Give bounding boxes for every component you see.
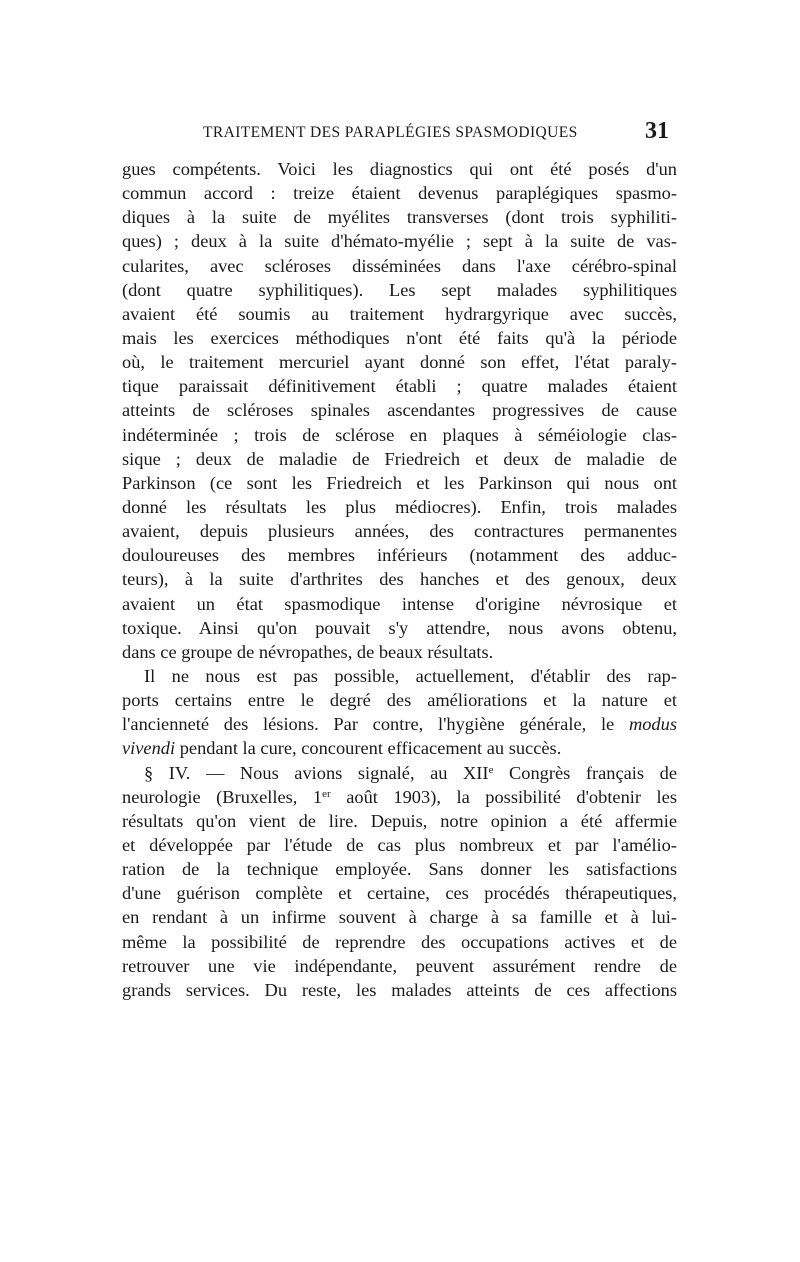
- text-line: d'une guérison complète et certaine, ces procédés thérapeutiques,: [122, 883, 677, 904]
- text-line: [122, 761, 677, 785]
- text-line: résultats qu'on vient de lire. Depuis, notre opinion a été affermie: [122, 810, 677, 831]
- text-line: cularites, avec scléroses disséminées dans l'axe cérébro-spinal: [122, 255, 677, 276]
- text-fragment: neurologie (Bruxelles, 1: [122, 786, 323, 807]
- text-line: Parkinson (ce sont les Friedreich et les Parkinson qui nous ont: [122, 472, 677, 493]
- text-line: ration de la technique employée. Sans donner les satisfactions: [122, 859, 677, 880]
- superscript: e: [488, 763, 494, 776]
- text-line: ques) ; deux à la suite d'hémato-myélie ; sept à la suite de vas-: [122, 231, 677, 252]
- italic-term: vivendi: [122, 738, 176, 759]
- text-line: (dont quatre syphilitiques). Les sept malades syphilitiques: [122, 279, 677, 300]
- text-line: avaient un état spasmodique intense d'origine névrosique et: [122, 593, 677, 614]
- text-line: avaient, depuis plusieurs années, des contractures permanentes: [122, 521, 677, 542]
- text-line: donné les résultats les plus médiocres). Enfin, trois malades: [122, 496, 677, 517]
- text-fragment: pendant la cure, concourent efficacement au succès.: [179, 738, 562, 759]
- text-line: gues compétents. Voici les diagnostics qui ont été posés d'un: [122, 159, 677, 179]
- text-line: [122, 736, 677, 760]
- running-head: [195, 118, 675, 148]
- page-number: 31: [645, 118, 669, 144]
- text-line: tique paraissait définitivement établi ; quatre malades étaient: [122, 376, 677, 397]
- text-line: où, le traitement mercuriel ayant donné son effet, l'état paraly-: [122, 352, 677, 373]
- text-line: atteints de scléroses spinales ascendantes progressives de cause: [122, 400, 677, 421]
- text-line: grands services. Du reste, les malades atteints de ces affections: [122, 979, 677, 1000]
- text-line: douloureuses des membres inférieurs (notamment des adduc-: [122, 545, 677, 566]
- body-text: [122, 157, 677, 1002]
- text-fragment: l'ancienneté des lésions. Par contre, l'hygiène générale, le: [122, 714, 615, 735]
- text-line: mais les exercices méthodiques n'ont été faits qu'à la période: [122, 327, 677, 348]
- italic-term: modus: [628, 714, 677, 735]
- text-line: dans ce groupe de névropathes, de beaux résultats.: [122, 641, 494, 662]
- superscript: er: [322, 787, 331, 800]
- text-line: toxique. Ainsi qu'on pouvait s'y attendre, nous avons obtenu,: [122, 617, 677, 638]
- text-fragment: août 1903), la possibilité d'obtenir les: [330, 786, 677, 807]
- text-line: retrouver une vie indépendante, peuvent assurément rendre de: [122, 955, 677, 976]
- text-line: Il ne nous est pas possible, actuellement, d'établir des rap-: [144, 665, 677, 686]
- text-line: en rendant à un infirme souvent à charge à sa famille et à lui-: [122, 907, 677, 928]
- text-line: avaient été soumis au traitement hydrargyrique avec succès,: [122, 303, 677, 324]
- text-line: commun accord : treize étaient devenus paraplégiques spasmo-: [122, 183, 677, 204]
- text-line: [122, 785, 677, 809]
- text-line: diques à la suite de myélites transverses (dont trois syphiliti-: [122, 207, 677, 228]
- text-line: sique ; deux de maladie de Friedreich et deux de maladie de: [122, 448, 677, 469]
- text-line: ports certains entre le degré des améliorations et la nature et: [122, 690, 677, 711]
- text-fragment: Congrès français de: [493, 762, 677, 783]
- text-line: teurs), à la suite d'arthrites des hanches et des genoux, deux: [122, 569, 677, 590]
- text-line: même la possibilité de reprendre des occupations actives et de: [122, 931, 677, 952]
- text-line: et développée par l'étude de cas plus nombreux et par l'amélio-: [122, 834, 677, 855]
- text-fragment: § IV. — Nous avions signalé, au XII: [144, 762, 489, 783]
- running-title: TRAITEMENT DES PARAPLÉGIES SPASMODIQUES: [203, 124, 578, 141]
- text-line: indéterminée ; trois de sclérose en plaques à séméiologie clas-: [122, 424, 677, 445]
- text-line: [122, 712, 677, 736]
